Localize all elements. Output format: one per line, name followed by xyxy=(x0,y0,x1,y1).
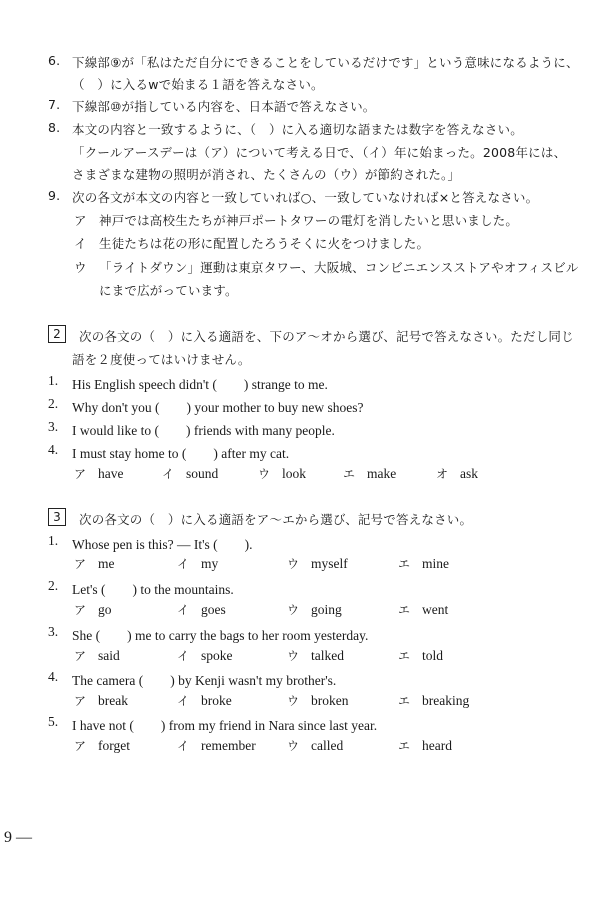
s3-q5-choice: ア forget xyxy=(74,738,131,753)
s3-q3-choice: ウ talked xyxy=(287,648,345,663)
s3-q2-number: 2. xyxy=(48,578,59,593)
s3-q3-choice: エ told xyxy=(398,648,444,663)
section-2-number: 2 xyxy=(53,327,61,341)
s3-q3-number: 3. xyxy=(48,624,59,639)
s2-choice: イ sound xyxy=(162,466,219,481)
s3-q1-choice: ウ myself xyxy=(287,556,348,571)
s3-q5-choice: イ remember xyxy=(177,738,256,753)
s3-q5-choice: エ heard xyxy=(398,738,452,753)
s3-q4-choice: ウ broken xyxy=(287,693,349,708)
q9-statement-text-line2: にまで広がっています。 xyxy=(99,283,238,298)
section-3-instruction: 次の各文の（ ）に入る適語をア～エから選び、記号で答えなさい。 xyxy=(79,512,473,527)
s3-q4-number: 4. xyxy=(48,669,59,684)
s3-q1-choice: ア me xyxy=(74,556,115,571)
q9-statement-mark: イ xyxy=(74,236,87,251)
q7-text: 下線部⑩が指している内容を、日本語で答えなさい。 xyxy=(72,99,376,114)
q9-statement-mark: ウ xyxy=(74,260,87,275)
q6-text-line2: （ ）に入るwで始まる１語を答えなさい。 xyxy=(72,77,324,92)
s3-q2-choice: エ went xyxy=(398,602,449,617)
section-3-number-box xyxy=(48,508,66,526)
s3-q5-number: 5. xyxy=(48,714,59,729)
s3-q2-choice: ウ going xyxy=(287,602,342,617)
s3-q1-choice: イ my xyxy=(177,556,219,571)
section-3-number: 3 xyxy=(53,510,61,524)
s2-choice: エ make xyxy=(343,466,397,481)
s2-q2-number: 2. xyxy=(48,396,59,411)
s2-q3-text: I would like to ( ) friends with many people. xyxy=(72,423,335,438)
q9-statement-text: 生徒たちは花の形に配置したろうそくに火をつけました。 xyxy=(99,236,430,251)
s3-q4-choice: ア break xyxy=(74,693,128,708)
page-number: 9 — xyxy=(4,829,32,846)
s3-q2-text: Let's ( ) to the mountains. xyxy=(72,582,234,597)
q8-number: 8. xyxy=(48,120,61,135)
s2-q3-number: 3. xyxy=(48,419,59,434)
s2-choice: ウ look xyxy=(258,466,307,481)
q9-statement-mark: ア xyxy=(74,213,87,228)
s3-q4-choice: イ broke xyxy=(177,693,232,708)
s3-q3-choice: ア said xyxy=(74,648,120,663)
s3-q1-choice: エ mine xyxy=(398,556,450,571)
s3-q4-choice: エ breaking xyxy=(398,693,470,708)
s2-choice: オ ask xyxy=(436,466,479,481)
section-2-number-box xyxy=(48,325,66,343)
q8-text: 本文の内容と一致するように、（ ）に入る適切な語または数字を答えなさい。 xyxy=(72,122,523,137)
s3-q5-choice: ウ called xyxy=(287,738,344,753)
s2-q4-text: I must stay home to ( ) after my cat. xyxy=(72,446,290,461)
s3-q2-choice: イ goes xyxy=(177,602,226,617)
s3-q3-choice: イ spoke xyxy=(177,648,233,663)
q8-quote-line2: さまざまな建物の照明が消され、たくさんの（ウ）が節約された。」 xyxy=(72,167,461,182)
s3-q1-number: 1. xyxy=(48,533,59,548)
q9-statement-text: 神戸では高校生たちが神戸ポートタワーの電灯を消したいと思いました。 xyxy=(99,213,519,228)
q8-quote-line1: 「クールアースデーは（ア）について考える日で、（イ）年に始まった。2008年には、 xyxy=(72,145,567,160)
s3-q2-choice: ア go xyxy=(74,602,112,617)
q9-number: 9. xyxy=(48,188,61,203)
q7-number: 7. xyxy=(48,97,61,112)
s2-q1-number: 1. xyxy=(48,373,59,388)
s3-q3-text: She ( ) me to carry the bags to her room yesterday. xyxy=(72,628,369,643)
q6-number: 6. xyxy=(48,53,61,68)
s2-q4-number: 4. xyxy=(48,442,59,457)
q9-text: 次の各文が本文の内容と一致していれば○、一致していなければ×と答えなさい。 xyxy=(72,190,539,205)
section-2-instruction-line2: 語を２度使ってはいけません。 xyxy=(72,352,251,367)
q9-statement-text: 「ライトダウン」運動は東京タワー、大阪城、コンビニエンスストアやオフィスビル xyxy=(99,260,579,275)
s2-choice: ア have xyxy=(74,466,124,481)
section-2-instruction: 次の各文の（ ）に入る適語を、下のア～オから選び、記号で答えなさい。ただし同じ xyxy=(79,329,574,344)
s3-q1-text: Whose pen is this? — It's ( ). xyxy=(72,537,253,552)
s2-q1-text: His English speech didn't ( ) strange to me. xyxy=(72,377,328,392)
s3-q4-text: The camera ( ) by Kenji wasn't my brother's. xyxy=(72,673,337,688)
s3-q5-text: I have not ( ) from my friend in Nara since last year. xyxy=(72,718,378,733)
s2-q2-text: Why don't you ( ) your mother to buy new shoes? xyxy=(72,400,364,415)
q6-text: 下線部⑨が「私はただ自分にできることをしているだけです」という意味になるように、 xyxy=(72,55,579,70)
